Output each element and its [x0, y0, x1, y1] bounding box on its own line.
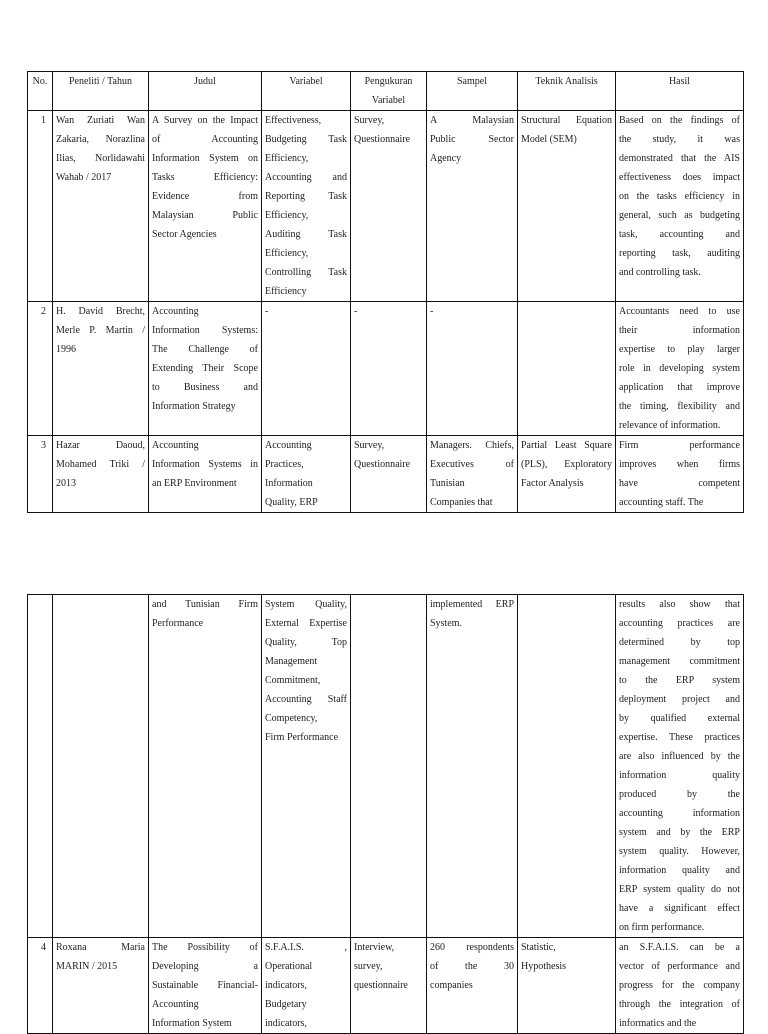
- cell-text-line: Information System on: [152, 153, 258, 164]
- cell-variabel: [262, 595, 351, 938]
- cell-text-line: Management: [265, 656, 318, 667]
- cell-text-line: an ERP Environment: [152, 478, 237, 489]
- cell-text-line: Reporting Task: [265, 191, 347, 202]
- cell-hasil: [616, 111, 744, 302]
- cell-text-line: reporting task, auditing: [619, 248, 740, 259]
- cell-text-line: Agency: [430, 153, 462, 164]
- cell-text-line: Accounting Staff: [265, 694, 347, 705]
- cell-text-line: Extending Their Scope: [152, 363, 258, 374]
- cell-sampel: [427, 938, 518, 1034]
- cell-pengukuran: [351, 436, 427, 513]
- header-peneliti: Peneliti / Tahun: [53, 72, 149, 111]
- cell-text-line: Commitment,: [265, 675, 321, 686]
- cell-text-line: Model (SEM): [521, 134, 577, 145]
- cell-text-line: Zakaria, Norazlina: [56, 134, 145, 145]
- cell-text-line: Accounting: [152, 306, 199, 317]
- cell-text-line: task, accounting and: [619, 229, 740, 240]
- cell-text-line: Efficiency,: [265, 210, 309, 221]
- cell-text-line: Interview,: [354, 942, 395, 953]
- cell-peneliti: [53, 938, 149, 1034]
- cell-text-line: Evidence from: [152, 191, 258, 202]
- cell-text-line: Efficiency,: [265, 153, 309, 164]
- cell-sampel: [427, 595, 518, 938]
- cell-text-line: on firm performance.: [619, 922, 705, 933]
- cell-text-line: -: [265, 306, 269, 317]
- cell-text-line: implemented ERP: [430, 599, 514, 610]
- cell-text-line: companies: [430, 980, 473, 991]
- cell-text-line: Accounting: [152, 440, 199, 451]
- cell-variabel: [262, 302, 351, 436]
- cell-text-line: Survey,: [354, 115, 385, 126]
- cell-text-line: Sector Agencies: [152, 229, 217, 240]
- cell-text-line: Questionnaire: [354, 134, 411, 145]
- cell-text-line: System.: [430, 618, 462, 629]
- cell-text-line: Partial Least Square: [521, 440, 612, 451]
- cell-judul: [149, 595, 262, 938]
- cell-text-line: their information: [619, 325, 740, 336]
- cell-judul: [149, 938, 262, 1034]
- cell-no: 1: [28, 111, 53, 302]
- cell-text-line: questionnaire: [354, 980, 408, 991]
- cell-text-line: Efficiency,: [265, 248, 309, 259]
- cell-text-line: System Quality,: [265, 599, 347, 610]
- cell-text-line: Survey,: [354, 440, 385, 451]
- cell-text-line: Firm performance: [619, 440, 740, 451]
- cell-text-line: Firm Performance: [265, 732, 339, 743]
- cell-text-line: Hazar Daoud,: [56, 440, 145, 451]
- cell-judul: [149, 111, 262, 302]
- cell-text-line: and controlling task.: [619, 267, 701, 278]
- cell-text-line: -: [354, 306, 358, 317]
- cell-teknik: [518, 436, 616, 513]
- cell-text-line: Information Systems:: [152, 325, 258, 336]
- cell-text-line: the timing, flexibility and: [619, 401, 740, 412]
- cell-hasil: [616, 595, 744, 938]
- cell-peneliti: [53, 436, 149, 513]
- cell-pengukuran: [351, 111, 427, 302]
- cell-text-line: management commitment: [619, 656, 740, 667]
- cell-text-line: Factor Analysis: [521, 478, 584, 489]
- cell-text-line: information quality and: [619, 865, 740, 876]
- cell-teknik: [518, 111, 616, 302]
- research-table-page-2: [27, 594, 744, 1034]
- cell-hasil: [616, 436, 744, 513]
- header-variabel: Variabel: [262, 72, 351, 111]
- cell-text-line: Information System: [152, 1018, 232, 1029]
- cell-text-line: Tasks Efficiency:: [152, 172, 258, 183]
- cell-text-line: of the 30: [430, 961, 514, 972]
- cell-text-line: by qualified external: [619, 713, 740, 724]
- cell-sampel: [427, 302, 518, 436]
- cell-text-line: an S.F.A.I.S. can be a: [619, 942, 740, 953]
- header-pengukuran: Pengukuran Variabel: [351, 72, 427, 111]
- cell-text-line: accounting practices are: [619, 618, 740, 629]
- cell-text-line: Ilias, Norlidawahi: [56, 153, 145, 164]
- cell-text-line: indicators,: [265, 1018, 307, 1029]
- header-no: No.: [28, 72, 53, 111]
- cell-judul: [149, 302, 262, 436]
- cell-text-line: Executives of: [430, 459, 514, 470]
- cell-text-line: through the integration of: [619, 999, 740, 1010]
- cell-text-line: 260 respondents: [430, 942, 514, 953]
- cell-text-line: Information Strategy: [152, 401, 236, 412]
- cell-text-line: general, such as budgeting: [619, 210, 740, 221]
- cell-pengukuran: [351, 302, 427, 436]
- cell-text-line: vector of performance and: [619, 961, 740, 972]
- cell-text-line: Merle P. Martin /: [56, 325, 145, 336]
- cell-text-line: Managers. Chiefs,: [430, 440, 514, 451]
- cell-text-line: Effectiveness,: [265, 115, 322, 126]
- cell-text-line: Hypothesis: [521, 961, 566, 972]
- cell-pengukuran: [351, 595, 427, 938]
- cell-text-line: Accounting: [152, 999, 199, 1010]
- cell-text-line: Operational: [265, 961, 313, 972]
- cell-text-line: Questionnaire: [354, 459, 411, 470]
- cell-text-line: The Challenge of: [152, 344, 258, 355]
- cell-text-line: informatics and the: [619, 1018, 697, 1029]
- cell-variabel: [262, 111, 351, 302]
- cell-teknik: [518, 595, 616, 938]
- cell-text-line: Quality, Top: [265, 637, 347, 648]
- cell-text-line: produced by the: [619, 789, 740, 800]
- cell-text-line: Mohamed Triki /: [56, 459, 145, 470]
- cell-text-line: of Accounting: [152, 134, 258, 145]
- cell-teknik: [518, 938, 616, 1034]
- cell-text-line: system and by the ERP: [619, 827, 740, 838]
- cell-text-line: ERP system quality do not: [619, 884, 740, 895]
- cell-text-line: Statistic,: [521, 942, 556, 953]
- research-table-page-1: [27, 71, 744, 513]
- cell-text-line: -: [430, 306, 434, 317]
- cell-text-line: Accounting and: [265, 172, 347, 183]
- cell-text-line: relevance of information.: [619, 420, 721, 431]
- table-row: [28, 111, 744, 302]
- cell-text-line: (PLS), Exploratory: [521, 459, 612, 470]
- cell-sampel: [427, 436, 518, 513]
- header-sampel: Sampel: [427, 72, 518, 111]
- cell-text-line: Information: [265, 478, 313, 489]
- cell-pengukuran: [351, 938, 427, 1034]
- cell-text-line: to Business and: [152, 382, 258, 393]
- cell-text-line: are also influenced by the: [619, 751, 740, 762]
- cell-no: 2: [28, 302, 53, 436]
- cell-text-line: Quality, ERP: [265, 497, 318, 508]
- cell-text-line: effectiveness does impact: [619, 172, 740, 183]
- cell-text-line: Structural Equation: [521, 115, 612, 126]
- cell-text-line: information quality: [619, 770, 740, 781]
- table-row: [28, 436, 744, 513]
- cell-text-line: progress for the company: [619, 980, 740, 991]
- cell-text-line: The Possibility of: [152, 942, 258, 953]
- cell-hasil: [616, 938, 744, 1034]
- cell-text-line: determined by top: [619, 637, 740, 648]
- cell-text-line: Wahab / 2017: [56, 172, 112, 183]
- cell-text-line: accounting information: [619, 808, 740, 819]
- cell-text-line: Developing a: [152, 961, 258, 972]
- cell-text-line: Accountants need to use: [619, 306, 740, 317]
- cell-text-line: Information Systems in: [152, 459, 258, 470]
- cell-text-line: expertise to play larger: [619, 344, 740, 355]
- cell-text-line: Roxana Maria: [56, 942, 145, 953]
- cell-text-line: Performance: [152, 618, 204, 629]
- cell-text-line: Sustainable Financial-: [152, 980, 258, 991]
- table-header-row: [28, 72, 744, 111]
- cell-variabel: [262, 436, 351, 513]
- cell-text-line: Competency,: [265, 713, 318, 724]
- cell-text-line: S.F.A.I.S. ,: [265, 942, 347, 953]
- cell-hasil: [616, 302, 744, 436]
- cell-text-line: demonstrated that the AIS: [619, 153, 740, 164]
- cell-text-line: 1996: [56, 344, 76, 355]
- cell-text-line: External Expertise: [265, 618, 347, 629]
- cell-text-line: A Survey on the Impact: [152, 115, 258, 126]
- cell-text-line: system quality. However,: [619, 846, 740, 857]
- cell-text-line: Practices,: [265, 459, 304, 470]
- cell-text-line: survey,: [354, 961, 383, 972]
- cell-text-line: role in developing system: [619, 363, 740, 374]
- cell-text-line: and Tunisian Firm: [152, 599, 258, 610]
- cell-text-line: Efficiency: [265, 286, 307, 297]
- cell-text-line: results also show that: [619, 599, 740, 610]
- header-judul: Judul: [149, 72, 262, 111]
- cell-no: [28, 595, 53, 938]
- cell-text-line: application that improve: [619, 382, 740, 393]
- cell-text-line: deployment project and: [619, 694, 740, 705]
- cell-text-line: have a significant effect: [619, 903, 740, 914]
- cell-text-line: accounting staff. The: [619, 497, 704, 508]
- cell-text-line: 2013: [56, 478, 76, 489]
- header-teknik: Teknik Analisis: [518, 72, 616, 111]
- header-hasil: Hasil: [616, 72, 744, 111]
- cell-variabel: [262, 938, 351, 1034]
- cell-no: 3: [28, 436, 53, 513]
- cell-text-line: Based on the findings of: [619, 115, 740, 126]
- cell-text-line: MARIN / 2015: [56, 961, 118, 972]
- cell-text-line: Controlling Task: [265, 267, 347, 278]
- table-row-continuation: [28, 595, 744, 938]
- cell-text-line: Malaysian Public: [152, 210, 258, 221]
- cell-text-line: improves when firms: [619, 459, 740, 470]
- cell-text-line: Companies that: [430, 497, 493, 508]
- cell-text-line: to the ERP system: [619, 675, 740, 686]
- cell-text-line: Auditing Task: [265, 229, 347, 240]
- cell-sampel: [427, 111, 518, 302]
- cell-text-line: Public Sector: [430, 134, 514, 145]
- cell-text-line: indicators,: [265, 980, 307, 991]
- cell-text-line: H. David Brecht,: [56, 306, 145, 317]
- cell-text-line: Tunisian: [430, 478, 465, 489]
- cell-text-line: the study, it was: [619, 134, 740, 145]
- cell-text-line: Budgeting Task: [265, 134, 347, 145]
- cell-teknik: [518, 302, 616, 436]
- cell-text-line: have competent: [619, 478, 740, 489]
- cell-text-line: on the tasks efficiency in: [619, 191, 740, 202]
- cell-text-line: Budgetary: [265, 999, 307, 1010]
- table-row: [28, 938, 744, 1034]
- cell-text-line: A Malaysian: [430, 115, 514, 126]
- cell-text-line: expertise. These practices: [619, 732, 740, 743]
- cell-text-line: Accounting: [265, 440, 312, 451]
- cell-judul: [149, 436, 262, 513]
- cell-text-line: Wan Zuriati Wan: [56, 115, 145, 126]
- cell-peneliti: [53, 111, 149, 302]
- cell-peneliti: [53, 302, 149, 436]
- cell-peneliti: [53, 595, 149, 938]
- cell-no: 4: [28, 938, 53, 1034]
- table-row: [28, 302, 744, 436]
